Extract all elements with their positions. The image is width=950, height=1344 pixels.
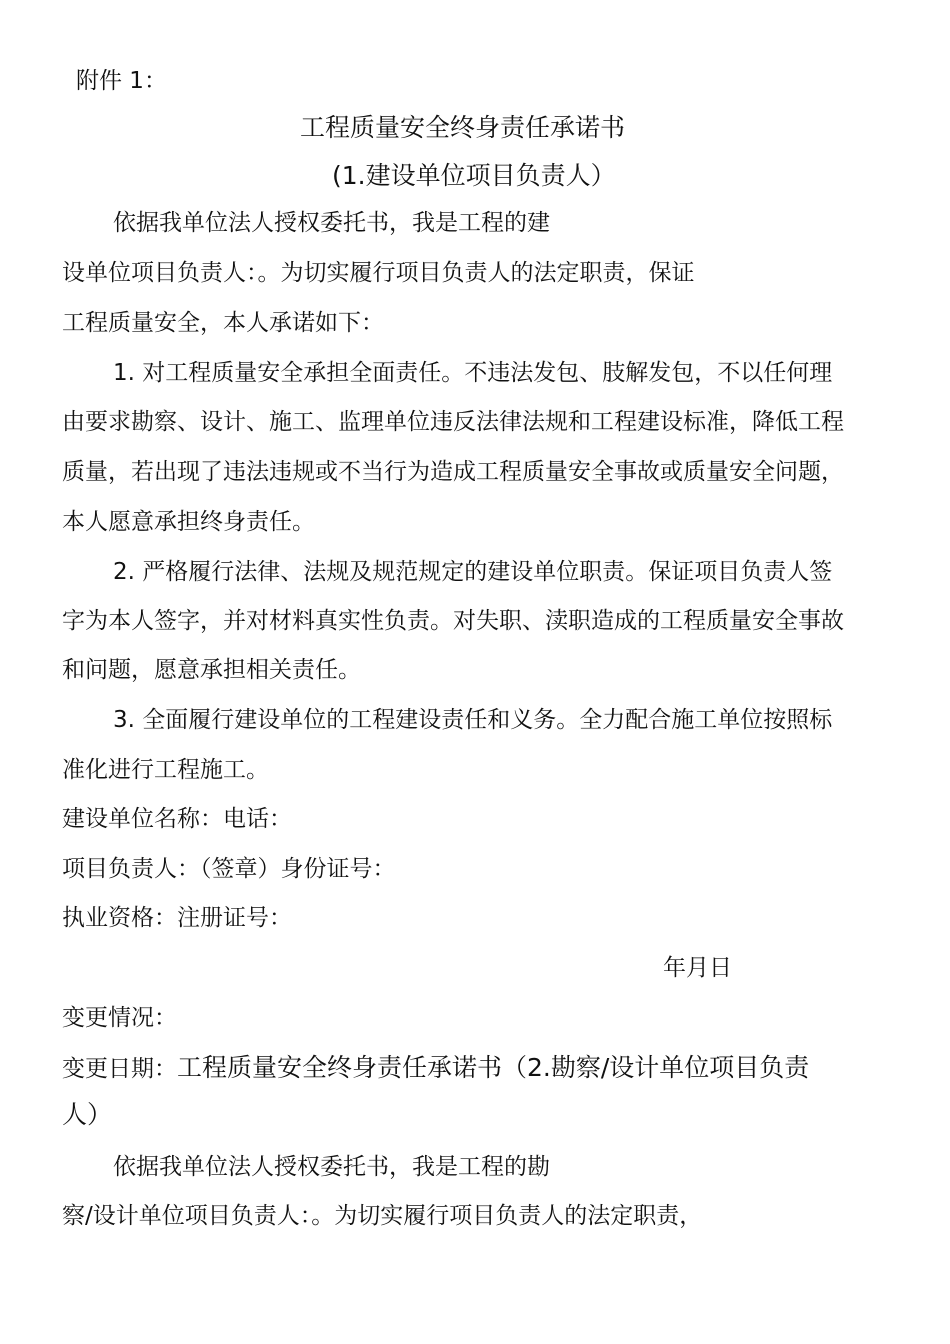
leader-signature-id-field: 项目负责人：（签章）身份证号： — [62, 856, 396, 882]
qualification-registration-field: 执业资格：注册证号： — [62, 905, 292, 931]
document-title: 工程质量安全终身责任承诺书 — [300, 113, 626, 142]
intro2-line: 依据我单位法人授权委托书，我是工程的勘 — [113, 1154, 550, 1180]
item2-line: 和问题，愿意承担相关责任。 — [62, 657, 361, 683]
intro-line: 依据我单位法人授权委托书，我是工程的建 — [113, 210, 550, 236]
intro-line: 工程质量安全，本人承诺如下： — [62, 310, 384, 336]
date-line: 年月日 — [663, 955, 732, 981]
item1-line: 由要求勘察、设计、施工、监理单位违反法律法规和工程建设标准，降低工程 — [62, 409, 844, 435]
second-document-title-continued: 人） — [62, 1100, 113, 1129]
second-document-title: 工程质量安全终身责任承诺书（2.勘察/设计单位项目负责 — [177, 1053, 810, 1082]
intro-line: 设单位项目负责人：。为切实履行项目负责人的法定职责，保证 — [62, 260, 695, 286]
change-date-label: 变更日期： — [62, 1056, 177, 1082]
item2-line: 字为本人签字，并对材料真实性负责。对失职、渎职造成的工程质量安全事故 — [62, 608, 844, 634]
item3-line: 准化进行工程施工。 — [62, 757, 269, 783]
intro2-line: 察/设计单位项目负责人：。为切实履行项目负责人的法定职责， — [62, 1203, 703, 1229]
change-status-label: 变更情况： — [62, 1005, 177, 1031]
item3-line: 3. 全面履行建设单位的工程建设责任和义务。全力配合施工单位按照标 — [113, 707, 833, 733]
change-date-line — [62, 1053, 809, 1084]
attachment-label: 附件 1： — [76, 68, 167, 94]
item2-line: 2. 严格履行法律、法规及规范规定的建设单位职责。保证项目负责人签 — [113, 559, 833, 585]
unit-name-phone-field: 建设单位名称：电话： — [62, 806, 292, 832]
item1-line: 质量，若出现了违法违规或不当行为造成工程质量安全事故或质量安全问题， — [62, 459, 844, 485]
item1-line: 本人愿意承担终身责任。 — [62, 509, 315, 535]
item1-line: 1. 对工程质量安全承担全面责任。不违法发包、肢解发包，不以任何理 — [113, 360, 833, 386]
document-subtitle: (1.建设单位项目负责人） — [332, 161, 616, 190]
